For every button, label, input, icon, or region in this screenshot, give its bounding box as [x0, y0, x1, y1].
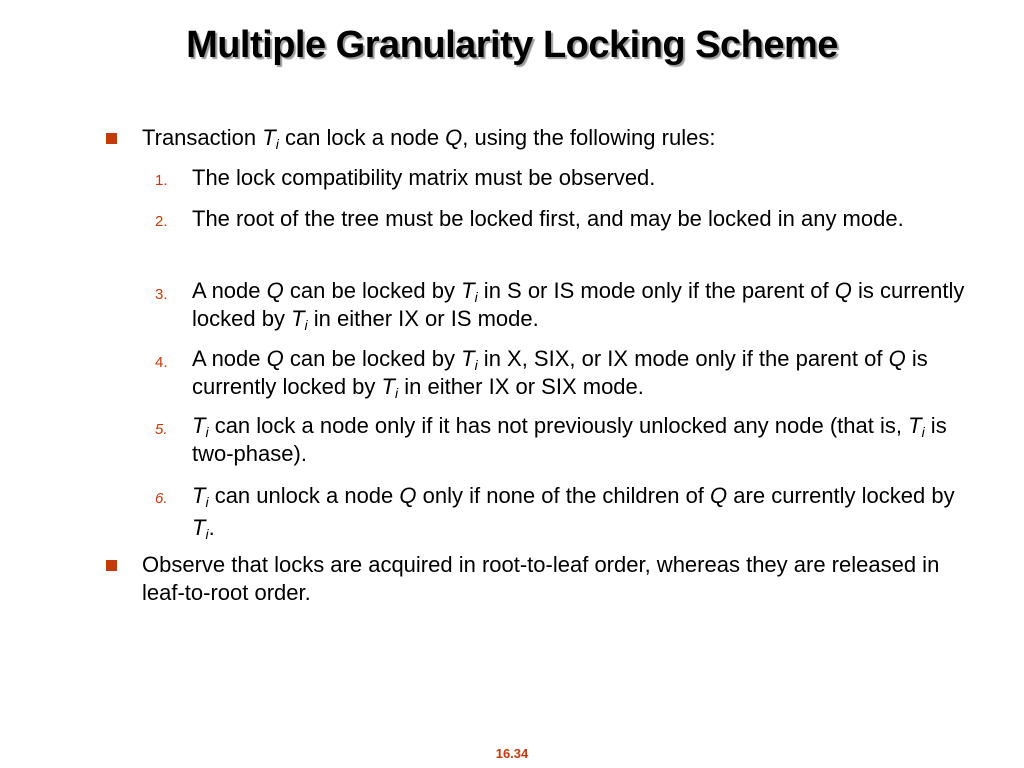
rule-number: 6.	[155, 490, 168, 507]
sub-i: i	[474, 357, 478, 373]
text-run: can unlock a node	[208, 483, 400, 508]
sub-i: i	[921, 424, 925, 440]
var-q: Q	[834, 278, 852, 303]
var-t: T	[291, 306, 305, 331]
text-run: is currently locked by	[192, 346, 928, 399]
text-run: in either IX or IS mode.	[307, 306, 539, 331]
text-run: A node	[192, 278, 267, 303]
text-run: Transaction	[142, 125, 263, 150]
var-t: T	[381, 374, 395, 399]
rule-text-6	[192, 480, 982, 544]
var-t: T	[192, 515, 206, 540]
rule-number: 2.	[155, 213, 168, 230]
var-t: T	[192, 483, 206, 508]
text-run: can be locked by	[283, 278, 462, 303]
page-number: 16.34	[495, 746, 529, 761]
bullet-square-icon	[106, 560, 117, 571]
var-q: Q	[266, 278, 284, 303]
sub-i: i	[205, 526, 209, 542]
rule-number: 3.	[155, 286, 168, 303]
text-run: are currently locked by	[727, 483, 955, 508]
text-run: in S or IS mode only if the parent of	[477, 278, 835, 303]
var-t: T	[461, 278, 475, 303]
var-t: T	[908, 413, 922, 438]
var-t: T	[461, 346, 475, 371]
sub-i: i	[474, 289, 478, 305]
sub-i: i	[394, 385, 399, 401]
bullet-text-observe: Observe that locks are acquired in root-to-leaf order, whereas they are released in leaf-to-root order.	[142, 552, 940, 605]
text-run: is two-phase).	[192, 413, 947, 466]
var-t: T	[192, 413, 206, 438]
slide-title: Multiple Granularity Locking Scheme	[186, 24, 838, 66]
text-run: can lock a node only if it has not previously unlocked any node (that is,	[208, 413, 909, 438]
sub-i: i	[205, 494, 209, 510]
var-q: Q	[888, 346, 906, 371]
var-q: Q	[399, 483, 417, 508]
text-run: only if none of the children of	[416, 483, 711, 508]
rule-number: 4.	[155, 354, 168, 371]
text-run: .	[208, 515, 215, 540]
rule-text-5	[192, 412, 982, 468]
var-q: Q	[445, 125, 463, 150]
text-run: can be locked by	[283, 346, 462, 371]
var-t: T	[262, 125, 276, 150]
sub-i: i	[304, 317, 308, 333]
rule-text-2: The root of the tree must be locked first, and may be locked in any mode.	[192, 206, 904, 231]
var-q: Q	[266, 346, 284, 371]
text-run: A node	[192, 346, 267, 371]
text-run: , using the following rules:	[462, 125, 716, 150]
text-run: in either IX or SIX mode.	[398, 374, 644, 399]
bullet-square-icon	[106, 133, 117, 144]
rule-text-3	[192, 277, 982, 333]
rule-number: 5.	[155, 421, 168, 438]
rule-text-1: The lock compatibility matrix must be observed.	[192, 165, 656, 190]
rule-text-4	[192, 345, 982, 401]
rule-number: 1.	[155, 172, 168, 189]
sub-i: i	[275, 136, 279, 152]
bullet-text-transaction	[142, 124, 982, 152]
text-run: is currently locked by	[192, 278, 965, 331]
text-run: can lock a node	[278, 125, 446, 150]
var-q: Q	[710, 483, 728, 508]
text-run: in X, SIX, or IX mode only if the parent of	[477, 346, 889, 371]
sub-i: i	[205, 424, 209, 440]
